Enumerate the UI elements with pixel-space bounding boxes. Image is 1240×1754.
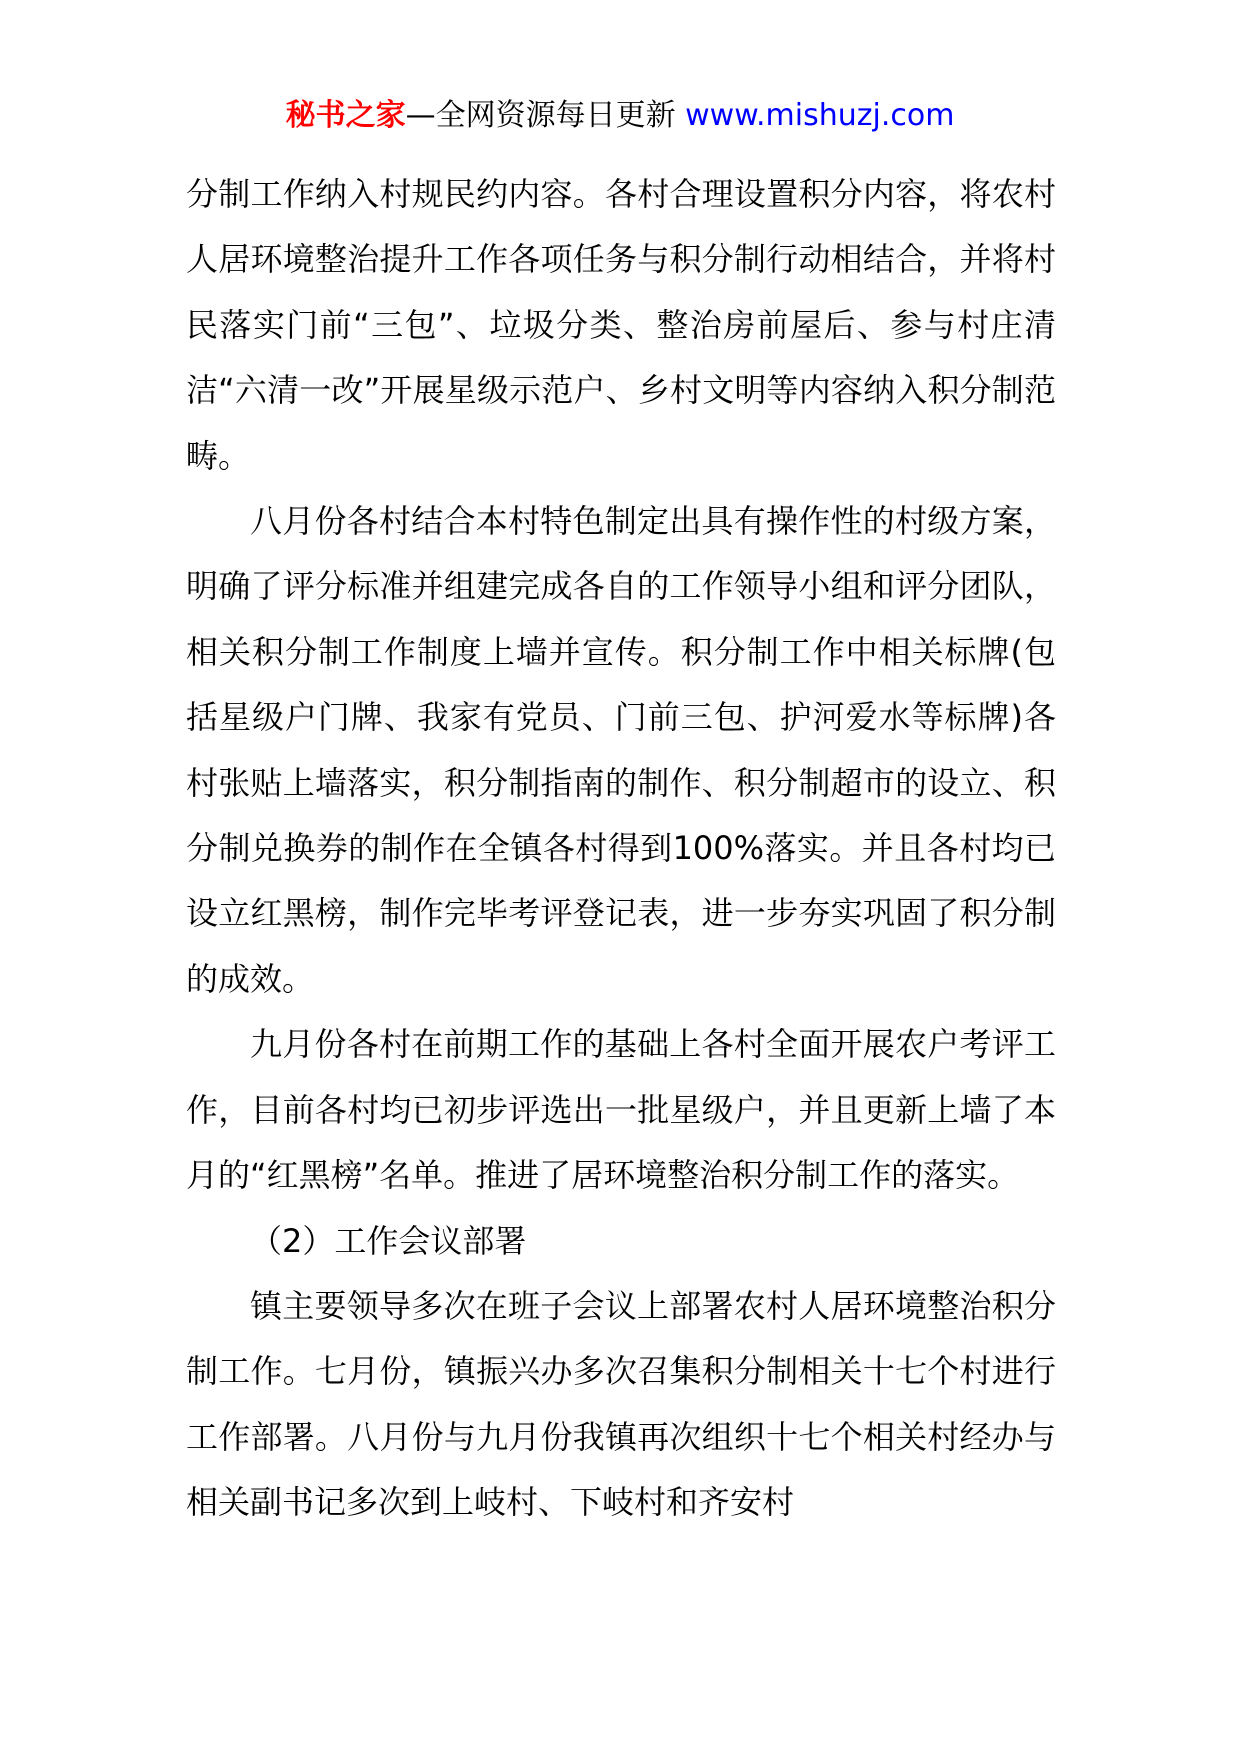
site-tagline: —全网资源每日更新 xyxy=(405,98,676,133)
paragraph-continued: 分制工作纳入村规民约内容。各村合理设置积分内容，将农村人居环境整治提升工作各项任务与积分制行动相结合，并将村民落实门前“三包”、垃圾分类、整治房前屋后、参与村庄清洁“六清一改”开展星级示范户、乡村文明等内容纳入积分制范畴。 xyxy=(186,175,1056,475)
site-url-link[interactable]: www.mishuzj.com xyxy=(685,98,955,133)
document-body xyxy=(186,162,1056,1536)
paragraph-meeting: 镇主要领导多次在班子会议上部署农村人居环境整治积分制工作。七月份，镇振兴办多次召集积分制相关十七个村进行工作部署。八月份与九月份我镇再次组织十七个相关村经办与相关副书记多次到上岐村、下岐村和齐安村 xyxy=(186,1286,1056,1522)
paragraph-august: 八月份各村结合本村特色制定出具有操作性的村级方案，明确了评分标准并组建完成各自的工作领导小组和评分团队，相关积分制工作制度上墙并宣传。积分制工作中相关标牌(包括星级户门牌、我家有党员、门前三包、护河爱水等标牌)各村张贴上墙落实，积分制指南的制作、积分制超市的设立、积分制兑换券的制作在全镇各村得到100%落实。并且各村均已设立红黑榜，制作完毕考评登记表，进一步夯实巩固了积分制的成效。 xyxy=(186,502,1056,998)
site-brand: 秘书之家 xyxy=(285,98,406,133)
section-heading-meeting: （2）工作会议部署 xyxy=(250,1221,527,1260)
paragraph-september: 九月份各村在前期工作的基础上各村全面开展农户考评工作，目前各村均已初步评选出一批星级户，并且更新上墙了本月的“红黑榜”名单。推进了居环境整治积分制工作的落实。 xyxy=(186,1025,1056,1195)
site-header xyxy=(0,96,1240,136)
